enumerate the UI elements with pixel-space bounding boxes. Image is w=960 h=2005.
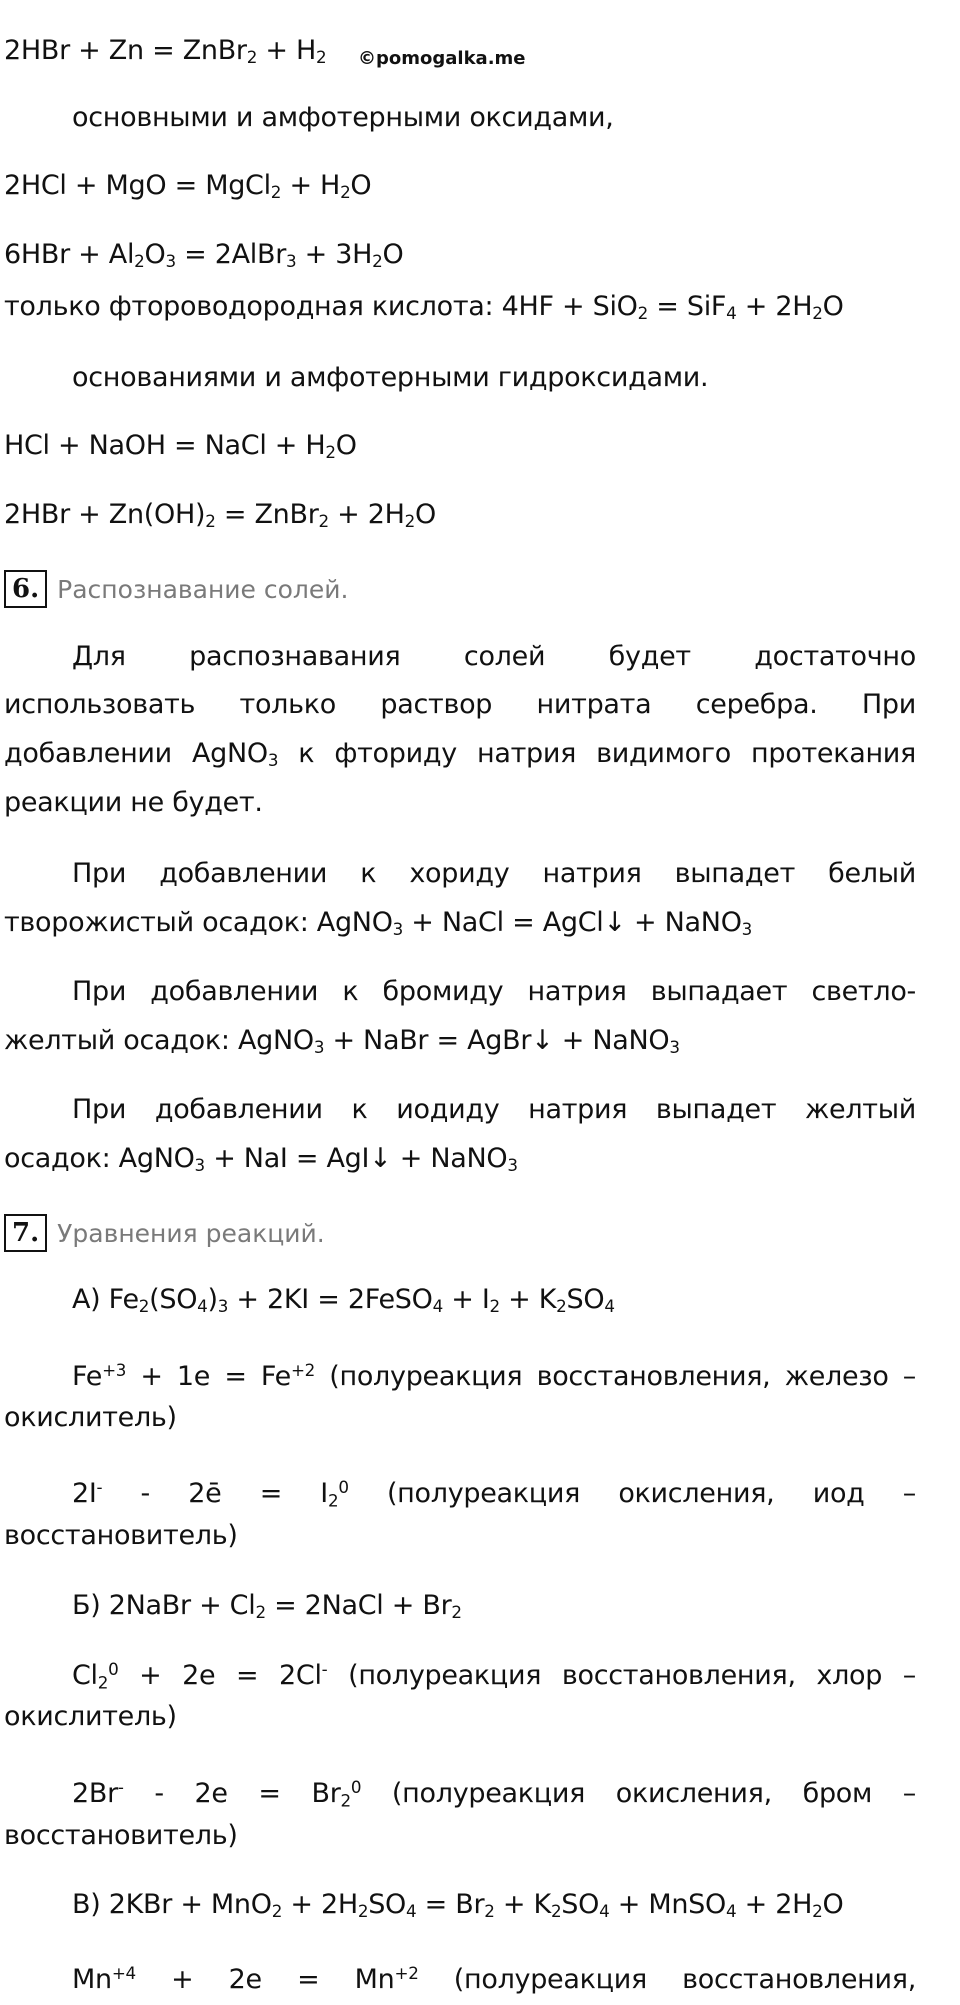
equation-line: $6HBr + Al_2O_3$ = 2AlBr$_3$ + $3H_2O$: [4, 239, 404, 272]
equation-line: Б) 2NaBr + $Cl_2$ = 2NaCl + $Br_2$: [72, 1590, 462, 1623]
paragraph-line: творожистый осадок: AgNO$_3$ + NaCl = AgCl↓ + NaNO$_3$: [4, 907, 753, 940]
paragraph-line: При добавлении к бромиду натрия выпадает светло-: [72, 976, 916, 1007]
equation-line: HCl + NaOH = NaCl + $H_2O$: [4, 430, 357, 463]
paragraph-line: восстановитель): [4, 1520, 238, 1551]
paragraph-line: реакции не будет.: [4, 787, 263, 818]
equation-line: 2HCl + MgO = MgCl$_2$ + $H_2O$: [4, 170, 372, 203]
paragraph-line: осадок: AgNO$_3$ + NaI = AgI↓ + NaNO$_3$: [4, 1143, 518, 1176]
text-line: только фтороводородная кислота: $4HF + SiO_2 = SiF_4 + 2H_2O$: [4, 291, 844, 324]
section-title: Распознавание солей.: [57, 574, 349, 604]
text-line: основаниями и амфотерными гидроксидами.: [72, 362, 709, 393]
paragraph-line: добавлении AgNO$_3$ к фториду натрия видимого протекания: [4, 738, 916, 771]
equation-line: 2HBr + Zn = ZnBr$_2$ + $H_2$: [4, 35, 327, 68]
section-title: Уравнения реакций.: [57, 1218, 325, 1248]
paragraph-line: $Mn^{+4} + 2e = Mn^{+2}$ (полуреакция восстановления,: [72, 1963, 916, 1996]
paragraph-line: $Cl_2^0 + 2e = 2Cl^-$ (полуреакция восстановления, хлор –: [72, 1659, 916, 1693]
section-number: 7.: [4, 1214, 47, 1252]
paragraph-line: $Fe^{+3} + 1e = Fe^{+2}$ (полуреакция восстановления, железо –: [72, 1360, 916, 1393]
equation-line: $2HBr + Zn(OH)_2$ = ZnBr$_2$ + $2H_2O$: [4, 499, 436, 532]
paragraph-line: желтый осадок: AgNO$_3$ + NaBr = AgBr↓ + NaNO$_3$: [4, 1025, 680, 1058]
text-line: основными и амфотерными оксидами,: [72, 102, 614, 133]
paragraph-line: восстановитель): [4, 1820, 238, 1851]
paragraph-line: использовать только раствор нитрата серебра. При: [4, 689, 916, 720]
paragraph-line: При добавлении к хориду натрия выпадет белый: [72, 858, 916, 889]
section-number: 6.: [4, 570, 47, 608]
equation-line: А) $Fe_2(SO_4)_3 + 2KI$ = 2FeSO$_4$ + $I_2 + K_2SO_4$: [72, 1284, 615, 1317]
paragraph-line: $2Br^- - 2e = Br_2^0$ (полуреакция окисления, бром –: [72, 1777, 916, 1811]
paragraph-line: окислитель): [4, 1701, 177, 1732]
section-heading: [4, 1214, 325, 1252]
paragraph-line: 2I- - 2ē = $I_2^0$ (полуреакция окисления, иод –: [72, 1477, 916, 1511]
paragraph-line: Для распознавания солей будет достаточно: [72, 641, 916, 672]
paragraph-line: При добавлении к иодиду натрия выпадет желтый: [72, 1094, 916, 1125]
section-heading: [4, 570, 348, 608]
watermark: ©pomogalka.me: [358, 48, 526, 69]
equation-line: В) $2KBr + MnO_2 + 2H_2SO_4 = Br_2 + K_2SO_4$ + MnSO$_4$ + $2H_2O$: [72, 1889, 844, 1922]
paragraph-line: окислитель): [4, 1402, 177, 1433]
